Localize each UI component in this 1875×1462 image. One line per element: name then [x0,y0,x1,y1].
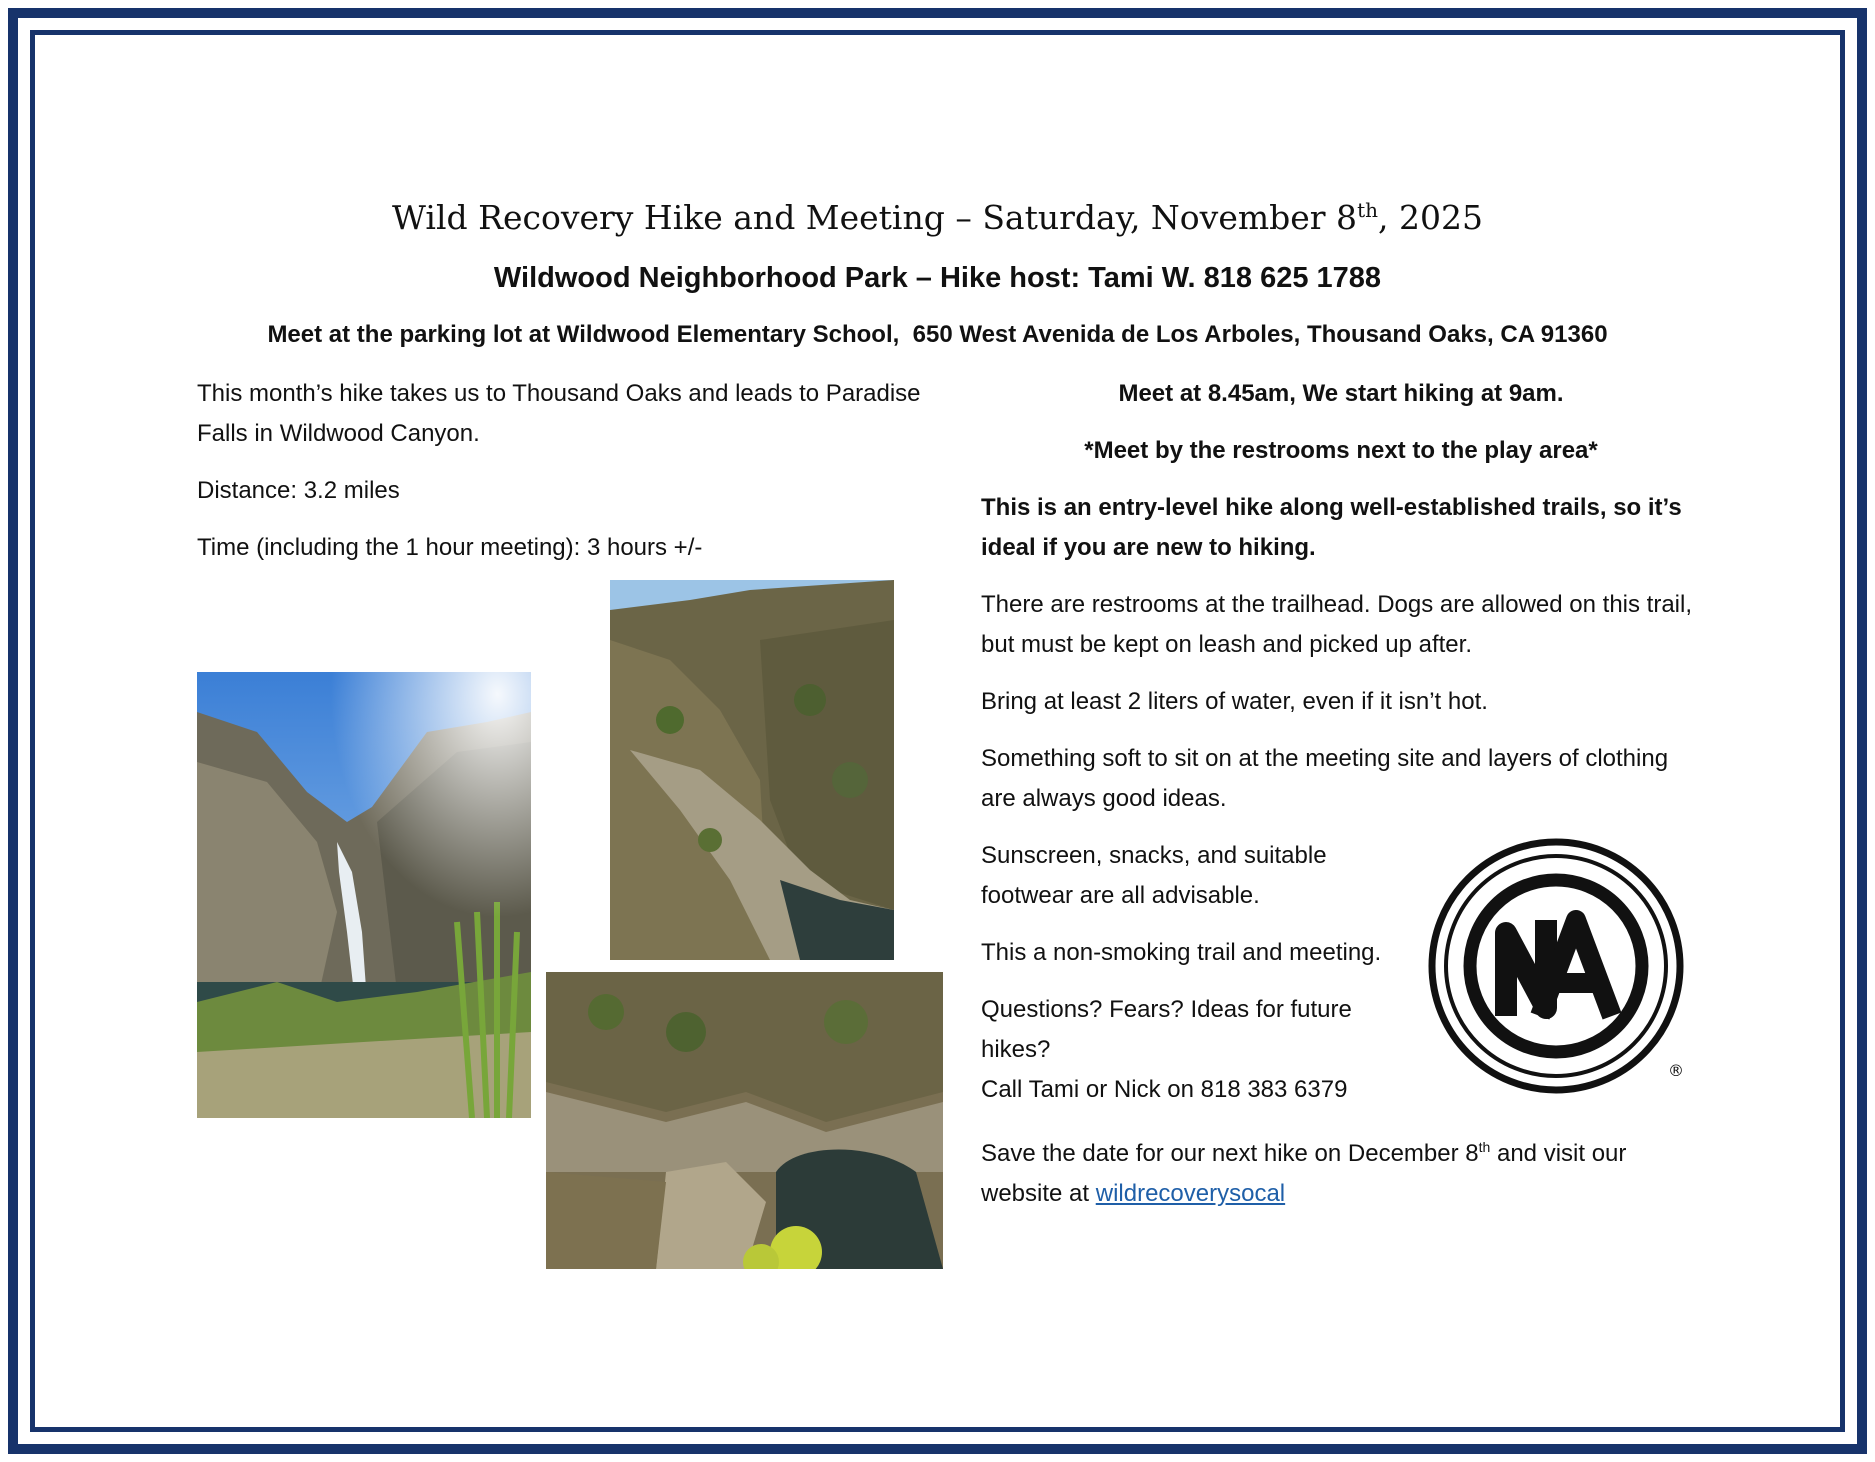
save-date-note [981,1127,1701,1214]
meet-time: Meet at 8.45am, We start hiking at 9am. [1118,380,1564,407]
hike-time: Time (including the 1 hour meeting): 3 hours +/- [197,534,703,561]
meet-place: *Meet by the restrooms next to the play area* [1084,437,1598,464]
meeting-address: Meet at the parking lot at Wildwood Elementary School, 650 West Avenida de Los Arboles, Thousand Oaks, CA 91360 [267,321,1608,348]
flyer-subtitle: Wildwood Neighborhood Park – Hike host: Tami W. 818 625 1788 [493,262,1382,294]
save-date-tail: and visit our website at [981,1140,1627,1207]
right-column [981,374,1701,1231]
water-note: Bring at least 2 liters of water, even if it isn’t hot. [981,688,1488,715]
questions-note [981,990,1401,1070]
save-date-suffix: th [1478,1139,1491,1155]
save-date-text: Save the date for our next hike on December 8 [981,1140,1479,1167]
restrooms-note: There are restrooms at the trailhead. Dogs are allowed on this trail, but must be kept on leash and picked up after. [981,591,1693,658]
waterfall-photo [197,672,531,1118]
website-link[interactable]: wildrecoverysocal [1095,1180,1286,1207]
hike-intro: This month’s hike takes us to Thousand Oaks and leads to Paradise Falls in Wildwood Canyon. [197,380,921,447]
entry-level-note: This is an entry-level hike along well-established trails, so it’s ideal if you are new to hiking. [981,494,1682,561]
left-column [197,374,927,585]
sunscreen-note: Sunscreen, snacks, and suitable footwear are all advisable. [981,842,1327,909]
call-note: Call Tami or Nick on 818 383 6379 [981,1076,1348,1103]
non-smoking-note: This a non-smoking trail and meeting. [981,939,1382,966]
na-logo [1428,838,1690,1100]
canyon-photo [610,580,894,960]
registered-mark: ® [1668,1061,1684,1080]
questions-text: Questions? Fears? Ideas for future hikes? [981,996,1352,1063]
flyer-title: Wild Recovery Hike and Meeting – Saturday, November 8th, 2025 [392,198,1483,237]
pool-photo [546,972,943,1269]
hike-distance: Distance: 3.2 miles [197,477,400,504]
soft-seat-note: Something soft to sit on at the meeting site and layers of clothing are always good ideas. [981,745,1669,812]
